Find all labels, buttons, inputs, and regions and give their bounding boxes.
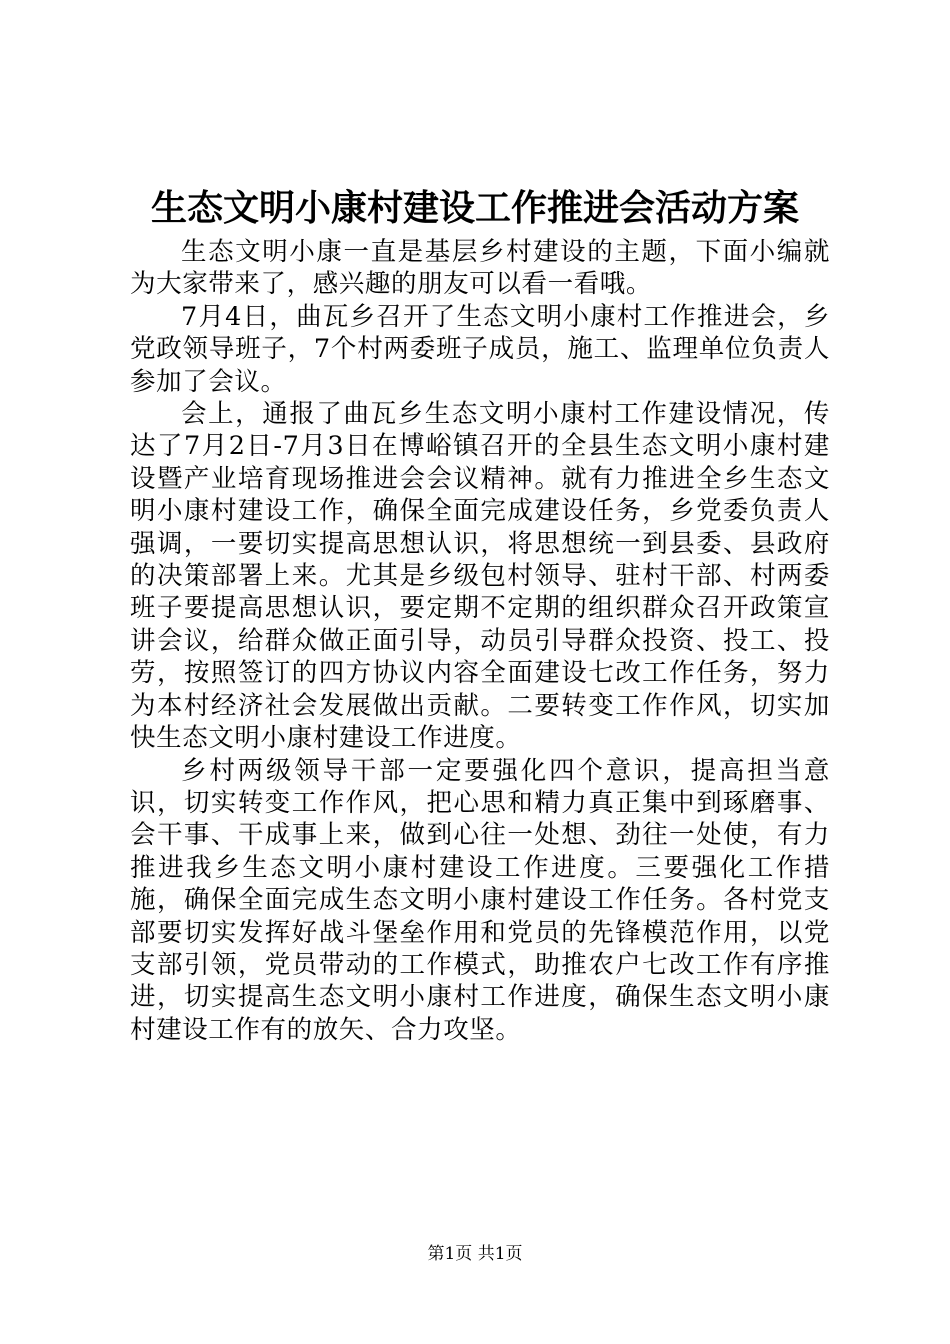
paragraph-measures: 乡村两级领导干部一定要强化四个意识，提高担当意识，切实转变工作作风，把心思和精力真正集中到琢磨事、会干事、干成事上来，做到心往一处想、劲往一处使，有力推进我乡生态文明小康村建设工作进度。三要强化工作措施，确保全面完成生态文明小康村建设工作任务。各村党支部要切实发挥好战斗堡垒作用和党员的先锋模范作用，以党支部引领，党员带动的工作模式，助推农户七改工作有序推进，切实提高生态文明小康村工作进度，确保生态文明小康村建设工作有的放矢、合力攻坚。 [130,755,830,1045]
paragraph-report: 会上，通报了曲瓦乡生态文明小康村工作建设情况，传达了7月2日-7月3日在博峪镇召开的全县生态文明小康村建设暨产业培育现场推进会会议精神。就有力推进全乡生态文明小康村建设工作，确保全面完成建设任务，乡党委负责人强调，一要切实提高思想认识，将思想统一到县委、县政府的决策部署上来。尤其是乡级包村领导、驻村干部、村两委班子要提高思想认识，要定期不定期的组织群众召开政策宣讲会议，给群众做正面引导，动员引导群众投资、投工、投劳，按照签订的四方协议内容全面建设七改工作任务，努力为本村经济社会发展做出贡献。二要转变工作作风，切实加快生态文明小康村建设工作进度。 [130,399,830,754]
document-body [130,236,830,1046]
paragraph-intro: 生态文明小康一直是基层乡村建设的主题，下面小编就为大家带来了，感兴趣的朋友可以看一看哦。 [130,237,830,300]
page-number-footer: 第1页 共1页 [427,1244,523,1264]
paragraph-meeting: 7月4日，曲瓦乡召开了生态文明小康村工作推进会，乡党政领导班子，7个村两委班子成员，施工、监理单位负责人参加了会议。 [130,301,830,397]
page-title: 生态文明小康村建设工作推进会活动方案 [150,187,799,229]
